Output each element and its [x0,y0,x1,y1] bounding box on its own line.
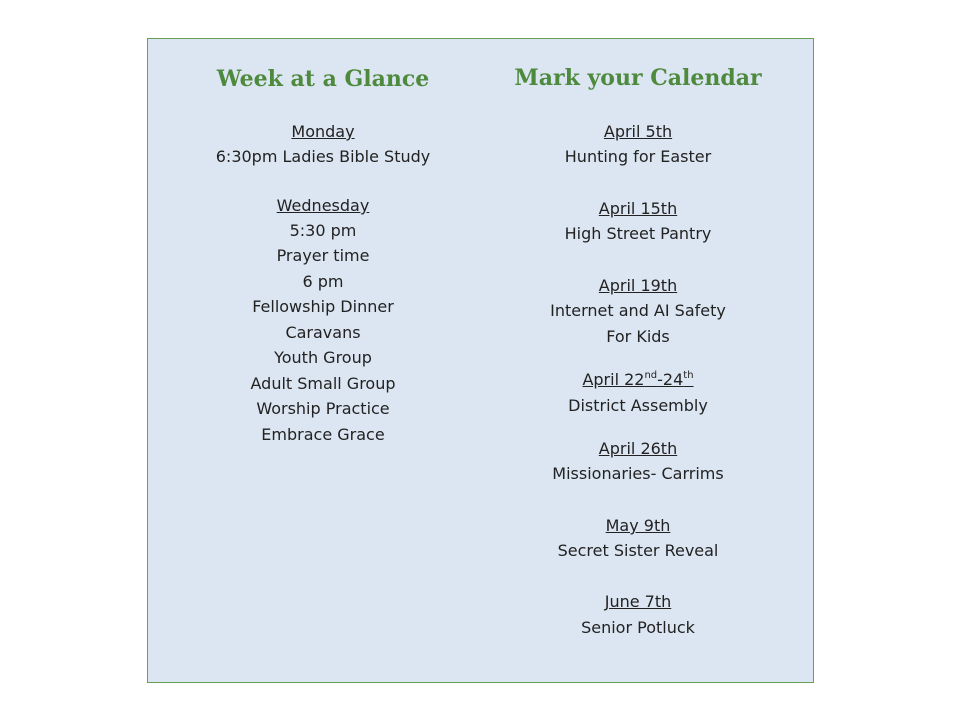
wednesday-item: Adult Small Group [250,374,396,393]
event-detail: For Kids [606,327,670,346]
event-date [478,370,798,390]
event-detail: High Street Pantry [564,224,712,243]
event-date: April 5th [603,122,673,141]
event-date-part: -24 [657,370,684,389]
event-date-suffix: nd [644,369,658,381]
wednesday-item: Caravans [285,323,361,342]
event-detail: Hunting for Easter [564,147,712,166]
week-title: Week at a Glance [216,66,430,92]
event-detail: Secret Sister Reveal [557,541,719,560]
event-date: June 7th [604,592,672,611]
event-date: May 9th [605,516,671,535]
wednesday-item: Fellowship Dinner [252,297,394,316]
newsletter-panel [147,38,814,683]
monday-label: Monday [291,122,355,141]
wednesday-item: Prayer time [276,246,370,265]
monday-item: 6:30pm Ladies Bible Study [215,147,431,166]
wednesday-label: Wednesday [276,196,370,215]
wednesday-item: Worship Practice [256,399,390,418]
event-detail: Missionaries- Carrims [552,464,724,483]
event-date: April 26th [598,439,678,458]
event-detail: Senior Potluck [581,618,695,637]
wednesday-item: 6 pm [302,272,344,291]
event-date: April 15th [598,199,678,218]
event-date: April 19th [598,276,678,295]
wednesday-item: Embrace Grace [261,425,385,444]
wednesday-item: 5:30 pm [289,221,357,240]
wednesday-item: Youth Group [274,348,372,367]
calendar-title: Mark your Calendar [514,65,762,91]
event-detail: Internet and AI Safety [550,301,726,320]
event-date-suffix: th [683,369,694,381]
event-detail: District Assembly [568,396,708,415]
event-date-part: April 22 [582,370,645,389]
